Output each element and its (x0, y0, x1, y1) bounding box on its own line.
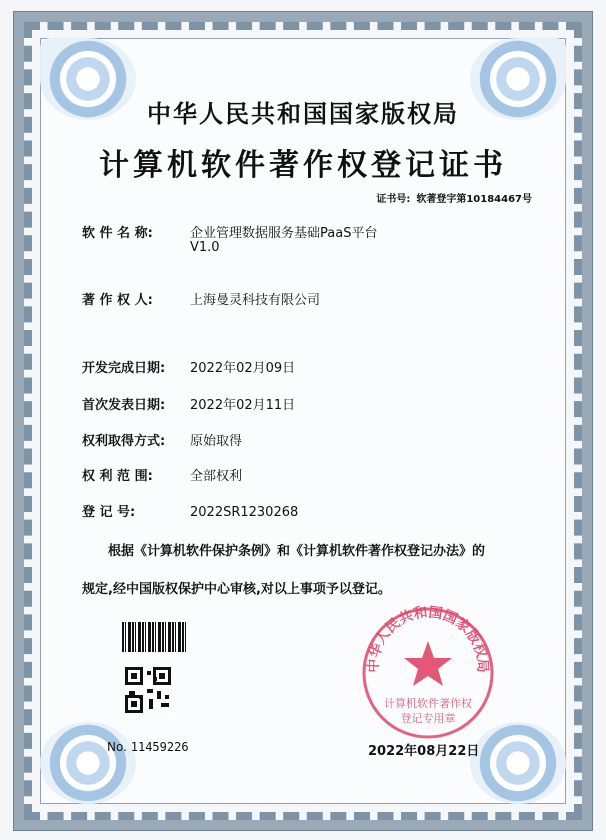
field-label: 开发完成日期: (82, 361, 166, 376)
certificate-number (376, 190, 532, 205)
issuer-title: 中华人民共和国国家版权局 (147, 99, 459, 128)
field-copyright-owner (82, 289, 320, 308)
field-label: 软 件 名 称: (82, 226, 153, 241)
serial-value: 11459226 (130, 740, 189, 754)
field-publication-date (82, 394, 295, 413)
field-rights-scope (82, 465, 242, 484)
serial-number (107, 740, 189, 754)
statement-line-1: 根据《计算机软件保护条例》和《计算机软件著作权登记办法》的 (108, 544, 486, 559)
field-software-name (82, 222, 378, 255)
field-value: 2022年02月11日 (190, 398, 296, 413)
certification-statement (82, 533, 532, 609)
issue-date: 2022年08月22日 (368, 744, 480, 759)
field-value-version: V1.0 (190, 240, 220, 255)
field-label: 首次发表日期: (82, 398, 166, 413)
field-label: 权利取得方式: (82, 434, 166, 449)
field-value: 原始取得 (190, 434, 243, 449)
certificate-title: 计算机软件著作权登记证书 (99, 148, 507, 183)
official-seal (358, 603, 498, 743)
field-value: 企业管理数据服务基础PaaS平台 (190, 226, 378, 241)
seal-line-1: 计算机软件著作权 (384, 697, 472, 710)
certificate-number-value: 软著登字第10184467号 (416, 194, 532, 205)
field-registration-number (82, 501, 298, 520)
field-label: 著 作 权 人: (82, 293, 153, 308)
field-label: 登 记 号: (82, 505, 136, 520)
seal-line-2: 登记专用章 (400, 712, 456, 725)
field-acquisition-method (82, 430, 242, 449)
corner-ornament-bottom-left (40, 722, 136, 804)
serial-prefix: No. (107, 740, 127, 754)
field-value: 2022SR1230268 (190, 505, 299, 520)
barcode (122, 622, 186, 652)
statement-line-2: 规定,经中国版权保护中心审核,对以上事项予以登记。 (82, 582, 391, 597)
field-value: 全部权利 (190, 469, 243, 484)
certificate-number-label: 证书号: (376, 194, 411, 205)
qr-code (125, 667, 171, 713)
field-development-date (82, 357, 295, 376)
seal-star-icon (404, 641, 452, 686)
field-label: 权 利 范 围: (82, 469, 153, 484)
seal-ring-text: 中华人民共和国国家版权局 (365, 604, 491, 673)
field-value: 2022年02月09日 (190, 361, 296, 376)
field-value: 上海曼灵科技有限公司 (190, 293, 321, 308)
